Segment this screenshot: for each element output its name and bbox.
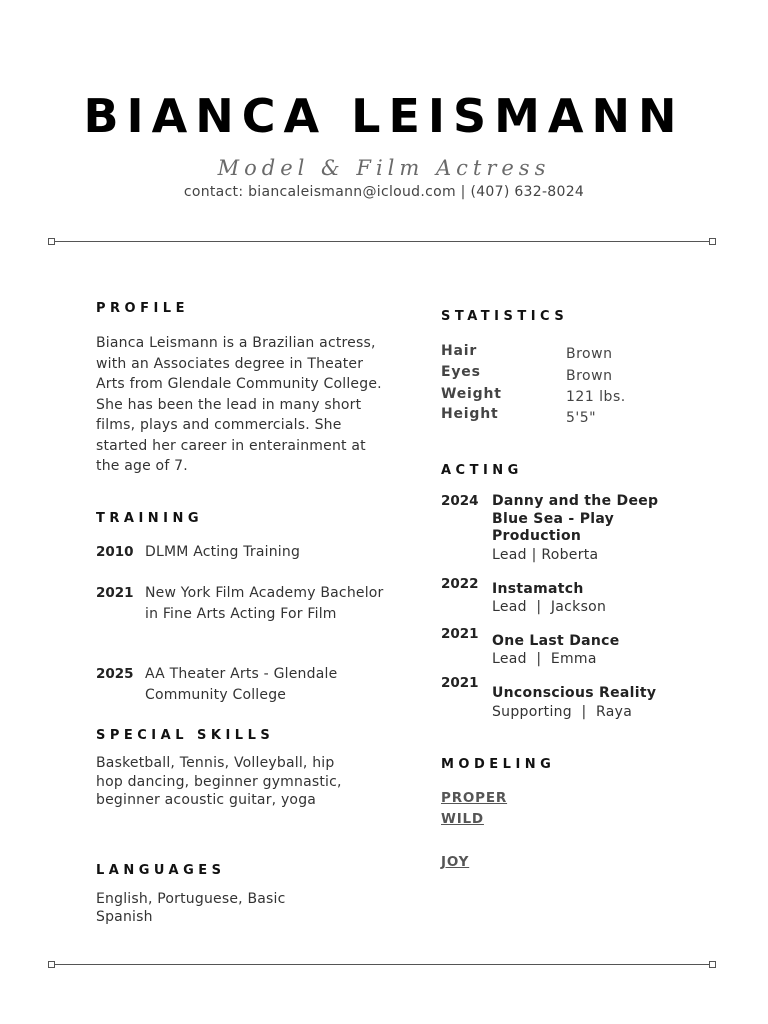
acting-heading: ACTING	[441, 463, 523, 478]
stat-label-eyes: Eyes	[441, 364, 481, 380]
acting-year: 2022	[441, 576, 479, 592]
divider-cap-right	[709, 238, 716, 245]
acting-role: Lead | Jackson	[492, 599, 607, 615]
training-text: New York Film Academy Bachelor in Fine Arts Acting For Film	[145, 585, 384, 622]
modeling-link-proper[interactable]: PROPER	[441, 790, 508, 806]
special-skills-text: Basketball, Tennis, Volleyball, hip hop dancing, beginner gymnastic, beginner acoustic guitar, yoga	[96, 755, 342, 808]
statistics-table	[441, 341, 701, 431]
acting-year: 2021	[441, 626, 479, 642]
special-skills-heading: SPECIAL SKILLS	[96, 728, 275, 743]
contact-line: contact: biancaleismann@icloud.com | (407) 632-8024	[183, 184, 585, 200]
modeling-heading: MODELING	[441, 757, 556, 772]
training-year: 2010	[96, 544, 134, 560]
training-year: 2021	[96, 585, 134, 601]
stat-value-weight: 121 lbs.	[566, 389, 626, 405]
profile-text: Bianca Leismann is a Brazilian actress, with an Associates degree in Theater Arts from Glendale Community College. She has been the lead in many short films, plays and commercials. She started her career in enterainment at the age of 7.	[96, 335, 382, 474]
candidate-subtitle: Model & Film Actress	[217, 156, 551, 180]
stat-label-height: Height	[441, 406, 499, 422]
acting-year: 2021	[441, 675, 479, 691]
training-year: 2025	[96, 666, 134, 682]
acting-role: Lead | Roberta	[492, 547, 599, 563]
bottom-divider	[51, 964, 713, 965]
candidate-name: BIANCA LEISMANN	[83, 89, 685, 143]
acting-role: Supporting | Raya	[492, 704, 633, 720]
acting-role: Lead | Emma	[492, 651, 597, 667]
stat-value-hair: Brown	[566, 346, 613, 362]
stat-label-hair: Hair	[441, 343, 478, 359]
acting-title: Unconscious Reality	[492, 685, 657, 701]
languages-heading: LANGUAGES	[96, 863, 226, 878]
languages-text: English, Portuguese, Basic Spanish	[96, 891, 286, 925]
stat-label-weight: Weight	[441, 386, 502, 402]
profile-heading: PROFILE	[96, 301, 189, 316]
training-heading: TRAINING	[96, 511, 204, 526]
top-divider	[51, 241, 713, 242]
stat-value-eyes: Brown	[566, 368, 613, 384]
training-text: AA Theater Arts - Glendale Community College	[145, 666, 338, 703]
statistics-heading: STATISTICS	[441, 309, 569, 324]
training-text: DLMM Acting Training	[145, 544, 301, 560]
stat-value-height: 5'5"	[566, 410, 597, 426]
divider-cap-left	[48, 238, 55, 245]
divider-cap-right	[709, 961, 716, 968]
divider-cap-left	[48, 961, 55, 968]
acting-title: One Last Dance	[492, 633, 620, 649]
acting-title: Instamatch	[492, 581, 584, 597]
acting-title: Danny and the Deep Blue Sea - Play Production	[492, 493, 659, 544]
acting-year: 2024	[441, 493, 479, 509]
modeling-link-joy[interactable]: JOY	[441, 854, 470, 870]
modeling-link-wild[interactable]: WILD	[441, 811, 484, 827]
